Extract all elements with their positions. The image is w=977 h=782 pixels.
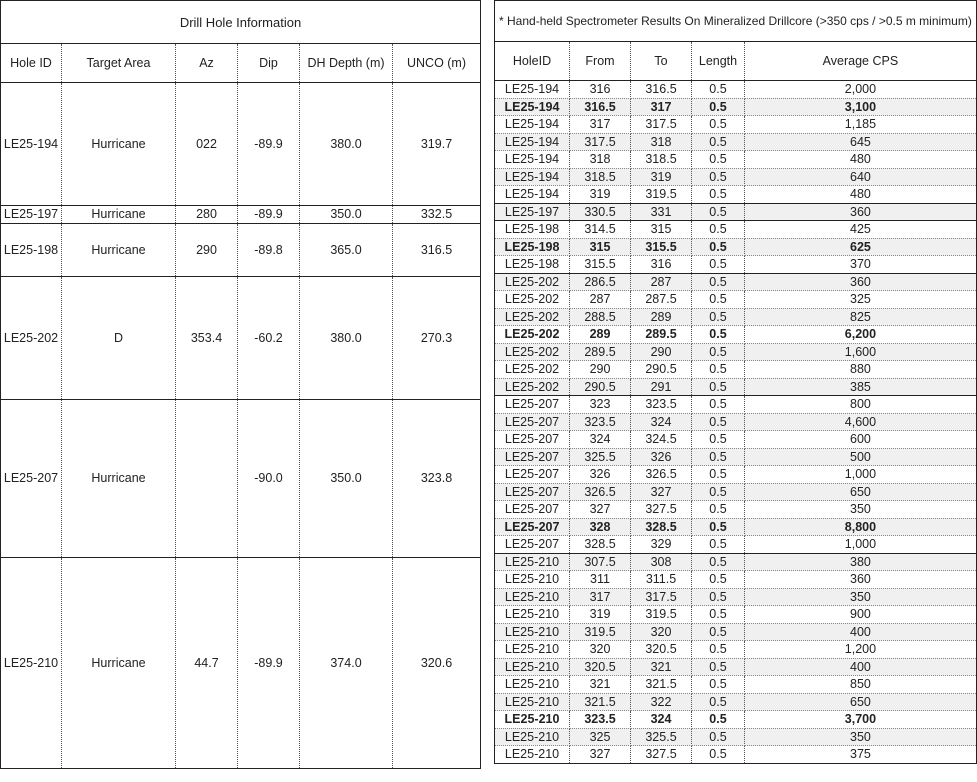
- from-cell: 326: [570, 466, 631, 484]
- to-cell: 326.5: [631, 466, 692, 484]
- from-cell: 288.5: [570, 308, 631, 326]
- average-cps-cell: 4,600: [745, 413, 977, 431]
- to-cell: 317.5: [631, 588, 692, 606]
- holeid-cell: LE25-194: [495, 168, 570, 186]
- from-cell: 286.5: [570, 273, 631, 291]
- holeid-cell: LE25-207: [495, 431, 570, 449]
- from-cell: 307.5: [570, 553, 631, 571]
- az-cell: 353.4: [176, 276, 238, 399]
- from-cell: 323.5: [570, 413, 631, 431]
- to-cell: 287.5: [631, 291, 692, 309]
- from-cell: 330.5: [570, 203, 631, 221]
- average-cps-cell: 370: [745, 256, 977, 274]
- length-cell: 0.5: [692, 151, 745, 169]
- hole-id-cell: LE25-207: [1, 399, 62, 557]
- average-cps-cell: 360: [745, 571, 977, 589]
- drill-hole-info-table: [0, 0, 481, 769]
- average-cps-cell: 480: [745, 151, 977, 169]
- average-cps-cell: 350: [745, 588, 977, 606]
- to-cell: 324: [631, 413, 692, 431]
- average-cps-cell: 825: [745, 308, 977, 326]
- spectrometer-row: [495, 273, 977, 291]
- col-header-length: Length: [692, 42, 745, 81]
- unco-cell: 320.6: [393, 558, 481, 769]
- from-cell: 325.5: [570, 448, 631, 466]
- to-cell: 327: [631, 483, 692, 501]
- holeid-cell: LE25-210: [495, 641, 570, 659]
- az-cell: 280: [176, 206, 238, 224]
- col-header-az: Az: [176, 44, 238, 83]
- col-header-from: From: [570, 42, 631, 81]
- holeid-cell: LE25-207: [495, 518, 570, 536]
- holeid-cell: LE25-207: [495, 413, 570, 431]
- average-cps-cell: 640: [745, 168, 977, 186]
- hole-id-cell: LE25-198: [1, 223, 62, 276]
- dh-depth-cell: 374.0: [300, 558, 393, 769]
- holeid-cell: LE25-194: [495, 116, 570, 134]
- from-cell: 319: [570, 186, 631, 204]
- holeid-cell: LE25-202: [495, 291, 570, 309]
- length-cell: 0.5: [692, 588, 745, 606]
- spectrometer-row: [495, 623, 977, 641]
- spectrometer-row: [495, 676, 977, 694]
- from-cell: 320: [570, 641, 631, 659]
- holeid-cell: LE25-210: [495, 588, 570, 606]
- from-cell: 311: [570, 571, 631, 589]
- dip-cell: -89.9: [238, 206, 300, 224]
- to-cell: 320: [631, 623, 692, 641]
- from-cell: 328.5: [570, 536, 631, 554]
- average-cps-cell: 360: [745, 203, 977, 221]
- to-cell: 290.5: [631, 361, 692, 379]
- average-cps-cell: 6,200: [745, 326, 977, 344]
- average-cps-cell: 3,700: [745, 711, 977, 729]
- dh-depth-cell: 380.0: [300, 83, 393, 206]
- unco-cell: 316.5: [393, 223, 481, 276]
- length-cell: 0.5: [692, 256, 745, 274]
- from-cell: 319: [570, 606, 631, 624]
- holeid-cell: LE25-202: [495, 343, 570, 361]
- holeid-cell: LE25-198: [495, 221, 570, 239]
- target-area-cell: Hurricane: [62, 206, 176, 224]
- to-cell: 319.5: [631, 606, 692, 624]
- to-cell: 320.5: [631, 641, 692, 659]
- to-cell: 318.5: [631, 151, 692, 169]
- target-area-cell: D: [62, 276, 176, 399]
- holeid-cell: LE25-207: [495, 501, 570, 519]
- average-cps-cell: 350: [745, 728, 977, 746]
- col-header-dh-depth: DH Depth (m): [300, 44, 393, 83]
- to-cell: 287: [631, 273, 692, 291]
- target-area-cell: Hurricane: [62, 558, 176, 769]
- col-header-hole-id: Hole ID: [1, 44, 62, 83]
- drill-hole-row: [1, 558, 481, 769]
- from-cell: 314.5: [570, 221, 631, 239]
- spectrometer-row: [495, 746, 977, 764]
- spectrometer-row: [495, 186, 977, 204]
- holeid-cell: LE25-210: [495, 571, 570, 589]
- to-cell: 326: [631, 448, 692, 466]
- to-cell: 291: [631, 378, 692, 396]
- from-cell: 317: [570, 588, 631, 606]
- holeid-cell: LE25-194: [495, 133, 570, 151]
- length-cell: 0.5: [692, 711, 745, 729]
- from-cell: 327: [570, 746, 631, 764]
- length-cell: 0.5: [692, 728, 745, 746]
- spectrometer-row: [495, 448, 977, 466]
- to-cell: 331: [631, 203, 692, 221]
- spectrometer-row: [495, 536, 977, 554]
- from-cell: 323.5: [570, 711, 631, 729]
- hole-id-cell: LE25-210: [1, 558, 62, 769]
- dip-cell: -89.9: [238, 558, 300, 769]
- average-cps-cell: 880: [745, 361, 977, 379]
- holeid-cell: LE25-210: [495, 553, 570, 571]
- holeid-cell: LE25-194: [495, 81, 570, 99]
- to-cell: 321: [631, 658, 692, 676]
- holeid-cell: LE25-210: [495, 693, 570, 711]
- length-cell: 0.5: [692, 746, 745, 764]
- from-cell: 319.5: [570, 623, 631, 641]
- holeid-cell: LE25-198: [495, 238, 570, 256]
- hole-id-cell: LE25-202: [1, 276, 62, 399]
- drill-hole-row: [1, 206, 481, 224]
- target-area-cell: Hurricane: [62, 223, 176, 276]
- average-cps-cell: 1,000: [745, 536, 977, 554]
- length-cell: 0.5: [692, 518, 745, 536]
- from-cell: 287: [570, 291, 631, 309]
- drill-hole-row: [1, 223, 481, 276]
- spectrometer-row: [495, 361, 977, 379]
- length-cell: 0.5: [692, 623, 745, 641]
- col-header-target-area: Target Area: [62, 44, 176, 83]
- length-cell: 0.5: [692, 238, 745, 256]
- length-cell: 0.5: [692, 378, 745, 396]
- from-cell: 327: [570, 501, 631, 519]
- length-cell: 0.5: [692, 676, 745, 694]
- dh-depth-cell: 365.0: [300, 223, 393, 276]
- from-cell: 290.5: [570, 378, 631, 396]
- spectrometer-row: [495, 238, 977, 256]
- average-cps-cell: 425: [745, 221, 977, 239]
- holeid-cell: LE25-207: [495, 396, 570, 414]
- from-cell: 321.5: [570, 693, 631, 711]
- average-cps-cell: 375: [745, 746, 977, 764]
- spectrometer-row: [495, 518, 977, 536]
- to-cell: 308: [631, 553, 692, 571]
- spectrometer-row: [495, 308, 977, 326]
- to-cell: 324: [631, 711, 692, 729]
- length-cell: 0.5: [692, 553, 745, 571]
- average-cps-cell: 2,000: [745, 81, 977, 99]
- average-cps-cell: 400: [745, 658, 977, 676]
- to-cell: 319.5: [631, 186, 692, 204]
- spectrometer-row: [495, 343, 977, 361]
- length-cell: 0.5: [692, 693, 745, 711]
- to-cell: 316: [631, 256, 692, 274]
- spectrometer-row: [495, 606, 977, 624]
- drill-info-title: Drill Hole Information: [1, 1, 481, 44]
- unco-cell: 270.3: [393, 276, 481, 399]
- az-cell: 022: [176, 83, 238, 206]
- unco-cell: 323.8: [393, 399, 481, 557]
- length-cell: 0.5: [692, 291, 745, 309]
- spectrometer-row: [495, 588, 977, 606]
- spectrometer-results-table: [494, 0, 977, 764]
- average-cps-cell: 600: [745, 431, 977, 449]
- average-cps-cell: 800: [745, 396, 977, 414]
- col-header-holeid: HoleID: [495, 42, 570, 81]
- from-cell: 289.5: [570, 343, 631, 361]
- spectrometer-row: [495, 81, 977, 99]
- spectrometer-row: [495, 256, 977, 274]
- length-cell: 0.5: [692, 571, 745, 589]
- holeid-cell: LE25-210: [495, 711, 570, 729]
- length-cell: 0.5: [692, 221, 745, 239]
- dip-cell: -90.0: [238, 399, 300, 557]
- to-cell: 315: [631, 221, 692, 239]
- holeid-cell: LE25-207: [495, 536, 570, 554]
- spectrometer-row: [495, 221, 977, 239]
- az-cell: 290: [176, 223, 238, 276]
- length-cell: 0.5: [692, 308, 745, 326]
- to-cell: 316.5: [631, 81, 692, 99]
- from-cell: 328: [570, 518, 631, 536]
- to-cell: 329: [631, 536, 692, 554]
- spectrometer-row: [495, 326, 977, 344]
- col-header-dip: Dip: [238, 44, 300, 83]
- az-cell: 44.7: [176, 558, 238, 769]
- to-cell: 311.5: [631, 571, 692, 589]
- unco-cell: 332.5: [393, 206, 481, 224]
- holeid-cell: LE25-207: [495, 483, 570, 501]
- length-cell: 0.5: [692, 116, 745, 134]
- average-cps-cell: 380: [745, 553, 977, 571]
- spectrometer-row: [495, 168, 977, 186]
- from-cell: 325: [570, 728, 631, 746]
- to-cell: 317.5: [631, 116, 692, 134]
- average-cps-cell: 1,200: [745, 641, 977, 659]
- spectrometer-row: [495, 658, 977, 676]
- length-cell: 0.5: [692, 186, 745, 204]
- average-cps-cell: 3,100: [745, 98, 977, 116]
- spectrometer-row: [495, 291, 977, 309]
- length-cell: 0.5: [692, 133, 745, 151]
- target-area-cell: Hurricane: [62, 399, 176, 557]
- spectrometer-row: [495, 98, 977, 116]
- from-cell: 289: [570, 326, 631, 344]
- average-cps-cell: 400: [745, 623, 977, 641]
- holeid-cell: LE25-210: [495, 658, 570, 676]
- spectrometer-row: [495, 133, 977, 151]
- dip-cell: -89.9: [238, 83, 300, 206]
- average-cps-cell: 1,000: [745, 466, 977, 484]
- az-cell: [176, 399, 238, 557]
- length-cell: 0.5: [692, 536, 745, 554]
- from-cell: 316: [570, 81, 631, 99]
- target-area-cell: Hurricane: [62, 83, 176, 206]
- spectrometer-row: [495, 553, 977, 571]
- to-cell: 319: [631, 168, 692, 186]
- average-cps-cell: 500: [745, 448, 977, 466]
- holeid-cell: LE25-210: [495, 746, 570, 764]
- average-cps-cell: 650: [745, 483, 977, 501]
- holeid-cell: LE25-210: [495, 676, 570, 694]
- to-cell: 322: [631, 693, 692, 711]
- col-header-average-cps: Average CPS: [745, 42, 977, 81]
- from-cell: 320.5: [570, 658, 631, 676]
- to-cell: 289: [631, 308, 692, 326]
- length-cell: 0.5: [692, 203, 745, 221]
- average-cps-cell: 1,185: [745, 116, 977, 134]
- spectrometer-row: [495, 378, 977, 396]
- length-cell: 0.5: [692, 81, 745, 99]
- from-cell: 323: [570, 396, 631, 414]
- dip-cell: -89.8: [238, 223, 300, 276]
- from-cell: 317: [570, 116, 631, 134]
- to-cell: 289.5: [631, 326, 692, 344]
- holeid-cell: LE25-202: [495, 308, 570, 326]
- length-cell: 0.5: [692, 396, 745, 414]
- length-cell: 0.5: [692, 483, 745, 501]
- drill-hole-row: [1, 83, 481, 206]
- to-cell: 290: [631, 343, 692, 361]
- length-cell: 0.5: [692, 466, 745, 484]
- spectrometer-row: [495, 728, 977, 746]
- holeid-cell: LE25-202: [495, 273, 570, 291]
- average-cps-cell: 850: [745, 676, 977, 694]
- average-cps-cell: 325: [745, 291, 977, 309]
- holeid-cell: LE25-210: [495, 606, 570, 624]
- average-cps-cell: 1,600: [745, 343, 977, 361]
- spectrometer-row: [495, 466, 977, 484]
- average-cps-cell: 350: [745, 501, 977, 519]
- spectrometer-row: [495, 116, 977, 134]
- dh-depth-cell: 350.0: [300, 206, 393, 224]
- to-cell: 327.5: [631, 501, 692, 519]
- spectrometer-row: [495, 203, 977, 221]
- from-cell: 318: [570, 151, 631, 169]
- spectrometer-row: [495, 641, 977, 659]
- to-cell: 327.5: [631, 746, 692, 764]
- average-cps-cell: 480: [745, 186, 977, 204]
- from-cell: 290: [570, 361, 631, 379]
- length-cell: 0.5: [692, 343, 745, 361]
- hole-id-cell: LE25-194: [1, 83, 62, 206]
- to-cell: 315.5: [631, 238, 692, 256]
- from-cell: 315.5: [570, 256, 631, 274]
- from-cell: 318.5: [570, 168, 631, 186]
- holeid-cell: LE25-207: [495, 466, 570, 484]
- length-cell: 0.5: [692, 431, 745, 449]
- length-cell: 0.5: [692, 501, 745, 519]
- from-cell: 315: [570, 238, 631, 256]
- unco-cell: 319.7: [393, 83, 481, 206]
- spectrometer-row: [495, 431, 977, 449]
- from-cell: 321: [570, 676, 631, 694]
- to-cell: 317: [631, 98, 692, 116]
- average-cps-cell: 385: [745, 378, 977, 396]
- average-cps-cell: 645: [745, 133, 977, 151]
- spectrometer-row: [495, 501, 977, 519]
- length-cell: 0.5: [692, 606, 745, 624]
- to-cell: 324.5: [631, 431, 692, 449]
- length-cell: 0.5: [692, 361, 745, 379]
- length-cell: 0.5: [692, 273, 745, 291]
- length-cell: 0.5: [692, 98, 745, 116]
- spectrometer-row: [495, 483, 977, 501]
- spectrometer-row: [495, 693, 977, 711]
- length-cell: 0.5: [692, 641, 745, 659]
- holeid-cell: LE25-202: [495, 361, 570, 379]
- average-cps-cell: 360: [745, 273, 977, 291]
- average-cps-cell: 900: [745, 606, 977, 624]
- holeid-cell: LE25-194: [495, 98, 570, 116]
- length-cell: 0.5: [692, 413, 745, 431]
- spectrometer-row: [495, 571, 977, 589]
- average-cps-cell: 650: [745, 693, 977, 711]
- holeid-cell: LE25-197: [495, 203, 570, 221]
- holeid-cell: LE25-194: [495, 151, 570, 169]
- spectrometer-row: [495, 151, 977, 169]
- holeid-cell: LE25-194: [495, 186, 570, 204]
- holeid-cell: LE25-202: [495, 378, 570, 396]
- spectrometer-row: [495, 413, 977, 431]
- from-cell: 324: [570, 431, 631, 449]
- holeid-cell: LE25-210: [495, 623, 570, 641]
- spectrometer-title: * Hand-held Spectrometer Results On Mineralized Drillcore (>350 cps / >0.5 m minimum): [495, 1, 977, 42]
- col-header-unco: UNCO (m): [393, 44, 481, 83]
- drill-hole-row: [1, 276, 481, 399]
- length-cell: 0.5: [692, 658, 745, 676]
- spectrometer-row: [495, 396, 977, 414]
- dh-depth-cell: 350.0: [300, 399, 393, 557]
- from-cell: 317.5: [570, 133, 631, 151]
- to-cell: 323.5: [631, 396, 692, 414]
- from-cell: 326.5: [570, 483, 631, 501]
- length-cell: 0.5: [692, 168, 745, 186]
- to-cell: 321.5: [631, 676, 692, 694]
- dh-depth-cell: 380.0: [300, 276, 393, 399]
- average-cps-cell: 8,800: [745, 518, 977, 536]
- holeid-cell: LE25-198: [495, 256, 570, 274]
- spectrometer-row: [495, 711, 977, 729]
- to-cell: 318: [631, 133, 692, 151]
- col-header-to: To: [631, 42, 692, 81]
- drill-hole-row: [1, 399, 481, 557]
- length-cell: 0.5: [692, 448, 745, 466]
- holeid-cell: LE25-202: [495, 326, 570, 344]
- length-cell: 0.5: [692, 326, 745, 344]
- dip-cell: -60.2: [238, 276, 300, 399]
- hole-id-cell: LE25-197: [1, 206, 62, 224]
- from-cell: 316.5: [570, 98, 631, 116]
- to-cell: 325.5: [631, 728, 692, 746]
- average-cps-cell: 625: [745, 238, 977, 256]
- holeid-cell: LE25-207: [495, 448, 570, 466]
- to-cell: 328.5: [631, 518, 692, 536]
- holeid-cell: LE25-210: [495, 728, 570, 746]
